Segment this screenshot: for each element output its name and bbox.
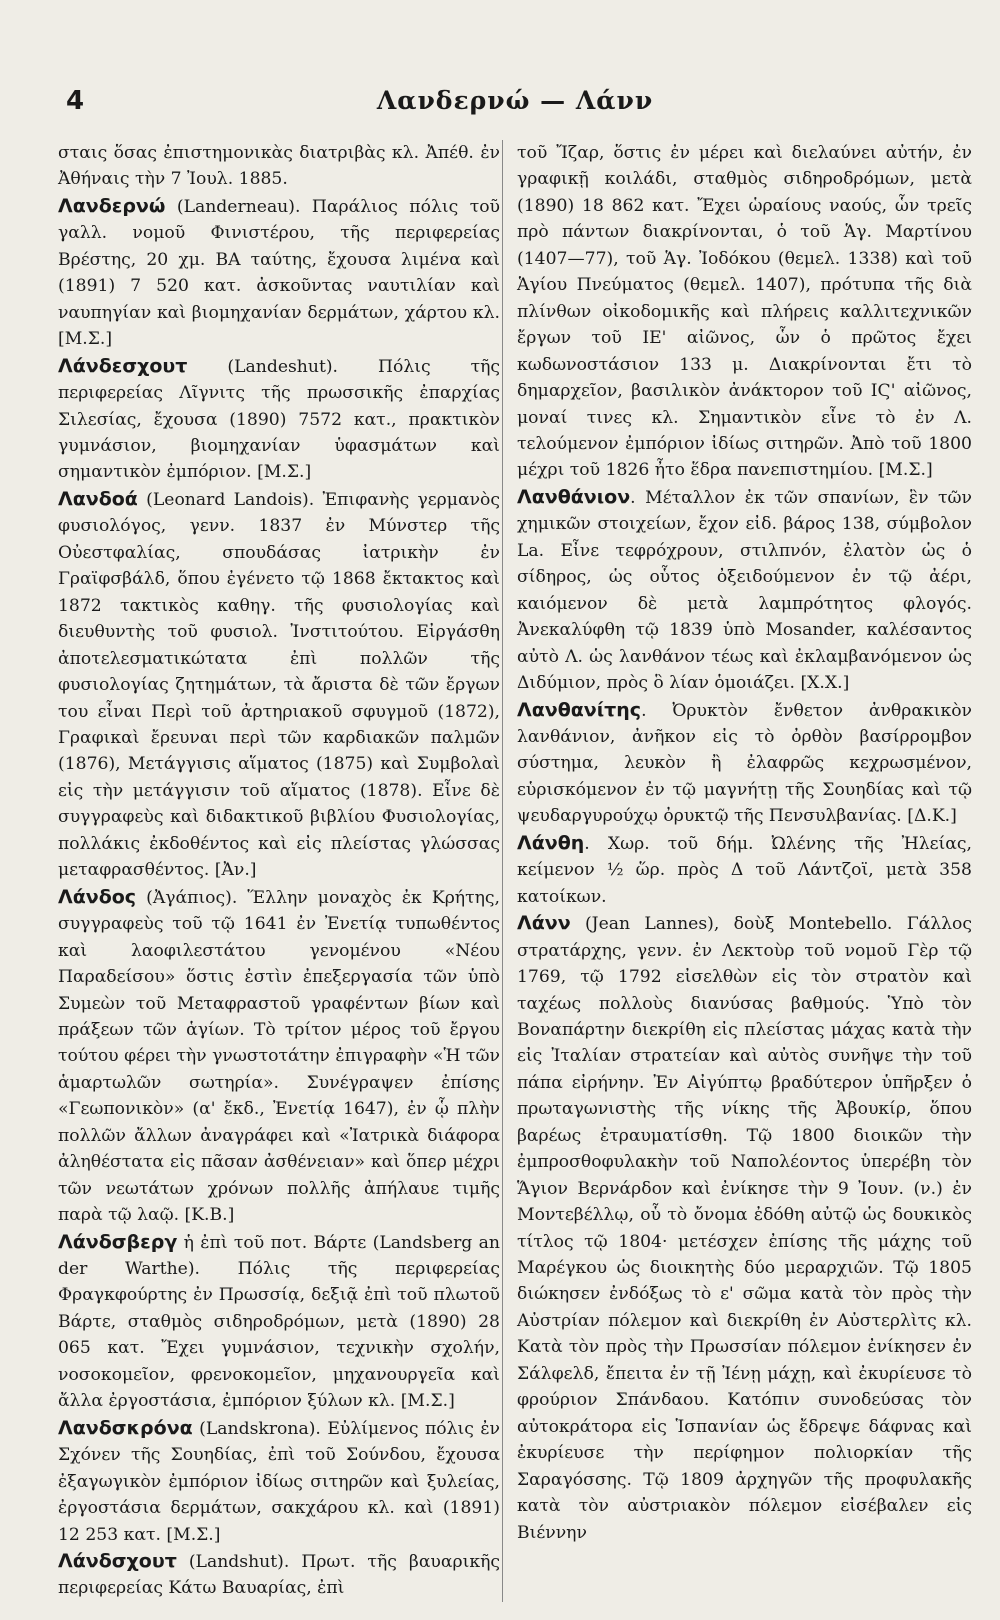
headword: Λανδσκρόνα	[58, 1416, 193, 1439]
page-header	[58, 86, 972, 126]
entry-text: ἡ ἐπὶ τοῦ ποτ. Βάρτε (Landsberg an der Warthe). Πόλις τῆς περιφερείας Φραγκφούρτης ἐν Πρωσσίᾳ, δεξιᾷ ἐπὶ τοῦ πλωτοῦ Βάρτε, σταθμὸς σιδηροδρόμων, μετὰ (1890) 28 065 κατ. Ἔχει γυμνάσιον, τεχνικὴν σχολήν, νοσοκομεῖον, φρενοκομεῖον, μηχανουργεῖα καὶ ἄλλα ἐργοστάσια, ἐμπόριον ξύλων κλ. [Μ.Σ.]	[58, 1232, 500, 1412]
entry	[58, 353, 500, 486]
text-columns	[58, 140, 972, 1602]
entry-text: (Landshut). Πρωτ. τῆς βαυαρικῆς περιφερείας Κάτω Βαυαρίας, ἐπὶ	[58, 1552, 500, 1599]
running-head: Λανδερνώ — Λάνν	[376, 86, 654, 115]
entry-text: . Ὀρυκτὸν ἔνθετον ἀνθρακικὸν λανθάνιον, ἀνῆκον εἰς τὸ ὀρθὸν βασίρρομβον σύστημα, λευκὸν ἢ ἐλαφρῶς κεχρωσμένον, εὑρισκόμενον ἐν τῷ μαγνήτῃ τῆς Σουηδίας καὶ τῷ ψευδαργυρούχῳ ὀρυκτῷ τῆς Πενσυλβανίας. [Δ.Κ.]	[517, 700, 972, 827]
entry	[517, 697, 972, 830]
entry	[58, 486, 500, 884]
entry-text: (Ἀγάπιος). Ἕλλην μοναχὸς ἐκ Κρήτης, συγγραφεὺς τοῦ τῷ 1641 ἐν Ἐνετίᾳ τυπωθέντος καὶ λαοφιλεστάτου γενομένου «Νέου Παραδείσου» ὅστις ἐστὶν ἐπεξεργασία τῶν ὑπὸ Συμεὼν τοῦ Μεταφραστοῦ γραφέντων βίων καὶ πράξεων τῶν ἁγίων. Τὸ τρίτον μέρος τοῦ ἔργου τούτου φέρει τὴν γνωστοτάτην ἐπιγραφὴν «Ἡ τῶν ἁμαρτωλῶν σωτηρία». Συνέγραψεν ἐπίσης «Γεωπονικὸν» (α' ἔκδ., Ἐνετίᾳ 1647), ἐν ᾧ πλὴν πολλῶν ἄλλων ἀναγράφει καὶ «Ἰατρικὰ διάφορα ἀληθέστατα εἰς πᾶσαν ἀσθένειαν» καὶ ὅπερ μέχρι τῶν νεωτάτων χρόνων πολλῆς ἀπήλαυε τιμῆς παρὰ τῷ λαῷ. [Κ.Β.]	[58, 887, 500, 1226]
entry	[58, 1548, 500, 1602]
entry-text: (Landerneau). Παράλιος πόλις τοῦ γαλλ. νομοῦ Φινιστέρου, τῆς περιφερείας Βρέστης, 20 χμ. ΒΑ ταύτης, ἔχουσα λιμένα καὶ (1891) 7 520 κατ. ἀσκοῦντας ναυτιλίαν καὶ ναυπηγίαν καὶ βιομηχανίαν δερμάτων, χάρτου κλ. [Μ.Σ.]	[58, 196, 500, 350]
headword: Λανδοά	[58, 487, 138, 510]
continuation-text: τοῦ Ἴζαρ, ὅστις ἐν μέρει καὶ διελαύνει αὐτήν, ἐν γραφικῇ κοιλάδι, σταθμὸς σιδηροδρόμων, μετὰ (1890) 18 862 κατ. Ἔχει ὡραίους ναούς, ὧν τρεῖς πρὸ πάντων διακρίνονται, ὁ τοῦ Ἁγ. Μαρτίνου (1407—77), τοῦ Ἁγ. Ἰοδόκου (θεμελ. 1338) καὶ τοῦ Ἁγίου Πνεύματος (θεμελ. 1407), πρότυπα τῆς διὰ πλίνθων οἰκοδομικῆς καὶ πλήρεις καλλιτεχνικῶν ἔργων τοῦ ΙΕ' αἰῶνος, ὧν ὁ πρῶτος ἔχει κωδωνοστάσιον 133 μ. Διακρίνονται ἔτι τὸ δημαρχεῖον, βασιλικὸν ἀνάκτορον τοῦ ΙϚ' αἰῶνος, μοναί τινες κλ. Σημαντικὸν εἶνε τὸ ἐν Λ. τελούμενον ἐμπόριον ἰδίως σιτηρῶν. Ἀπὸ τοῦ 1800 μέχρι τοῦ 1826 ἦτο ἕδρα πανεπιστημίου. [Μ.Σ.]	[517, 143, 972, 481]
entry	[517, 910, 972, 1546]
headword: Λάνν	[517, 912, 571, 935]
headword: Λανθανίτης	[517, 698, 642, 721]
headword: Λάνδσβεργ	[58, 1230, 178, 1253]
left-column	[58, 140, 500, 1602]
entry	[517, 484, 972, 697]
continuation-text: σταις ὅσας ἐπιστημονικὰς διατριβὰς κλ. Ἀπέθ. ἐν Ἀθήναις τὴν 7 Ἰουλ. 1885.	[58, 143, 500, 190]
entry-text: . Χωρ. τοῦ δήμ. Ὠλένης τῆς Ἠλείας, κείμενον ½ ὥρ. πρὸς Δ τοῦ Λάντζοϊ, μετὰ 358 κατοίκων.	[517, 833, 972, 907]
headword: Λάνδεσχουτ	[58, 354, 188, 377]
entry	[58, 1415, 500, 1548]
page-number: 4	[66, 86, 85, 116]
right-column	[502, 140, 972, 1602]
entry-text: (Landeshut). Πόλις τῆς περιφερείας Λῖγνιτς τῆς πρωσσικῆς ἐπαρχίας Σιλεσίας, ἔχουσα (1890) 7572 κατ., πρακτικὸν γυμνάσιον, βιομηχανίαν ὑφασμάτων καὶ σημαντικὸν ἐμπόριον. [Μ.Σ.]	[58, 356, 500, 483]
headword: Λάνδος	[58, 885, 137, 908]
headword: Λανθάνιον	[517, 485, 631, 508]
headword: Λάνδσχουτ	[58, 1550, 177, 1573]
entry	[58, 193, 500, 353]
entry	[517, 830, 972, 910]
entry-text: (Landskrona). Εὐλίμενος πόλις ἐν Σχόνεν τῆς Σουηδίας, ἐπὶ τοῦ Σούνδου, ἔχουσα ἐξαγωγικὸν ἐμπόριον ἰδίως σιτηρῶν καὶ ξυλείας, ἐργοστάσια δερμάτων, σακχάρου κλ. καὶ (1891) 12 253 κατ. [Μ.Σ.]	[58, 1418, 500, 1545]
headword: Λανδερνώ	[58, 194, 166, 217]
headword: Λάνθη	[517, 831, 585, 854]
entry-text: (Leonard Landois). Ἐπιφανὴς γερμανὸς φυσιολόγος, γενν. 1837 ἐν Μύνστερ τῆς Οὐεστφαλίας, σπουδάσας ἰατρικὴν ἐν Γραϊφσβάλδ, ὅπου ἐγένετο τῷ 1868 ἔκτακτος καὶ 1872 τακτικὸς καθηγ. τῆς φυσιολογίας καὶ διευθυντὴς τοῦ φυσιολ. Ἰνστιτούτου. Εἰργάσθη ἀποτελεσματικώτατα ἐπὶ πολλῶν τῆς φυσιολογίας ζητημάτων, τὰ ἄριστα δὲ τῶν ἔργων του εἶναι Περὶ τοῦ ἀρτηριακοῦ σφυγμοῦ (1872), Γραφικαὶ ἔρευναι περὶ τῶν καρδιακῶν παλμῶν (1876), Μετάγγισις αἵματος (1875) καὶ Συμβολαὶ εἰς τὴν μετάγγισιν τοῦ αἵματος (1878). Εἶνε δὲ συγγραφεὺς καὶ διδακτικοῦ βιβλίου Φυσιολογίας, πολλάκις ἐκδοθέντος καὶ εἰς πλείστας γλώσσας μεταφρασθέντος. [Ἀν.]	[58, 489, 500, 881]
entry	[58, 1229, 500, 1415]
entry	[58, 884, 500, 1229]
entry-text: . Μέταλλον ἐκ τῶν σπανίων, ἓν τῶν χημικῶν στοιχείων, ἔχον εἰδ. βάρος 138, σύμβολον La. Εἶνε τεφρόχρουν, στιλπνόν, ἐλατὸν ὡς ὁ σίδηρος, ὡς οὗτος ὀξειδούμενον ἐν τῷ ἀέρι, καιόμενον δὲ μετὰ λαμπρότητος φλογός. Ἀνεκαλύφθη τῷ 1839 ὑπὸ Mosander, καλέσαντος αὐτὸ Λ. ὡς λανθάνον τέως καὶ ἐκλαμβανόμενον ὡς Διδύμιον, πρὸς ὃ λίαν ὁμοιάζει. [Χ.Χ.]	[517, 487, 972, 694]
entry-text: (Jean Lannes), δοὺξ Montebello. Γάλλος στρατάρχης, γενν. ἐν Λεκτοὺρ τοῦ νομοῦ Γὲρ τῷ 1769, τῷ 1792 εἰσελθὼν εἰς τὸν στρατὸν καὶ ταχέως πολλοὺς διανύσας βαθμούς. Ὑπὸ τὸν Βοναπάρτην διεκρίθη εἰς πλείστας μάχας κατὰ τὴν εἰς Ἰταλίαν στρατείαν καὶ αὐτὸς συνῆψε τὴν τοῦ πάπα εἰρήνην. Ἐν Αἰγύπτῳ βραδύτερον ὑπῆρξεν ὁ πρωταγωνιστὴς τῆς νίκης τῆς Ἀβουκίρ, ὅπου βαρέως ἐτραυματίσθη. Τῷ 1800 διοικῶν τὴν ἐμπροσθοφυλακὴν τοῦ Ναπολέοντος ὑπερέβη τὸν Ἅγιον Βερνάρδον καὶ ἐνίκησε τὴν 9 Ἰουν. (ν.) ἐν Μοντεβέλλῳ, οὗ τὸ ὄνομα ἐδόθη αὐτῷ ὡς δουκικὸς τίτλος τῷ 1804· μετέσχεν ἐπίσης τῆς μάχης τοῦ Μαρέγκου ὡς διοικητὴς δύο μεραρχιῶν. Τῷ 1805 διώκησεν ἐνδόξως τὸ ε' σῶμα κατὰ τὸν πρὸς τὴν Αὐστρίαν πόλεμον καὶ διεκρίθη ἐν Αὐστερλὶτς κλ. Κατὰ τὸν πρὸς τὴν Πρωσσίαν πόλεμον ἐνίκησεν ἐν Σάλφελδ, ἔπειτα ἐν τῇ Ἰένῃ μάχῃ, καὶ ἐκυρίευσε τὸ φρούριον Σπάνδαου. Κατόπιν συνοδεύσας τὸν αὐτοκράτορα εἰς Ἱσπανίαν ὡς ἔδρεψε δάφνας καὶ ἐκυρίευσε τὴν περίφημον πολιορκίαν τῆς Σαραγόσσης. Τῷ 1809 ἀρχηγῶν τῆς προφυλακῆς κατὰ τὸν αὐστριακὸν πόλεμον εἰσέβαλεν εἰς Βιέννην	[517, 914, 972, 1543]
